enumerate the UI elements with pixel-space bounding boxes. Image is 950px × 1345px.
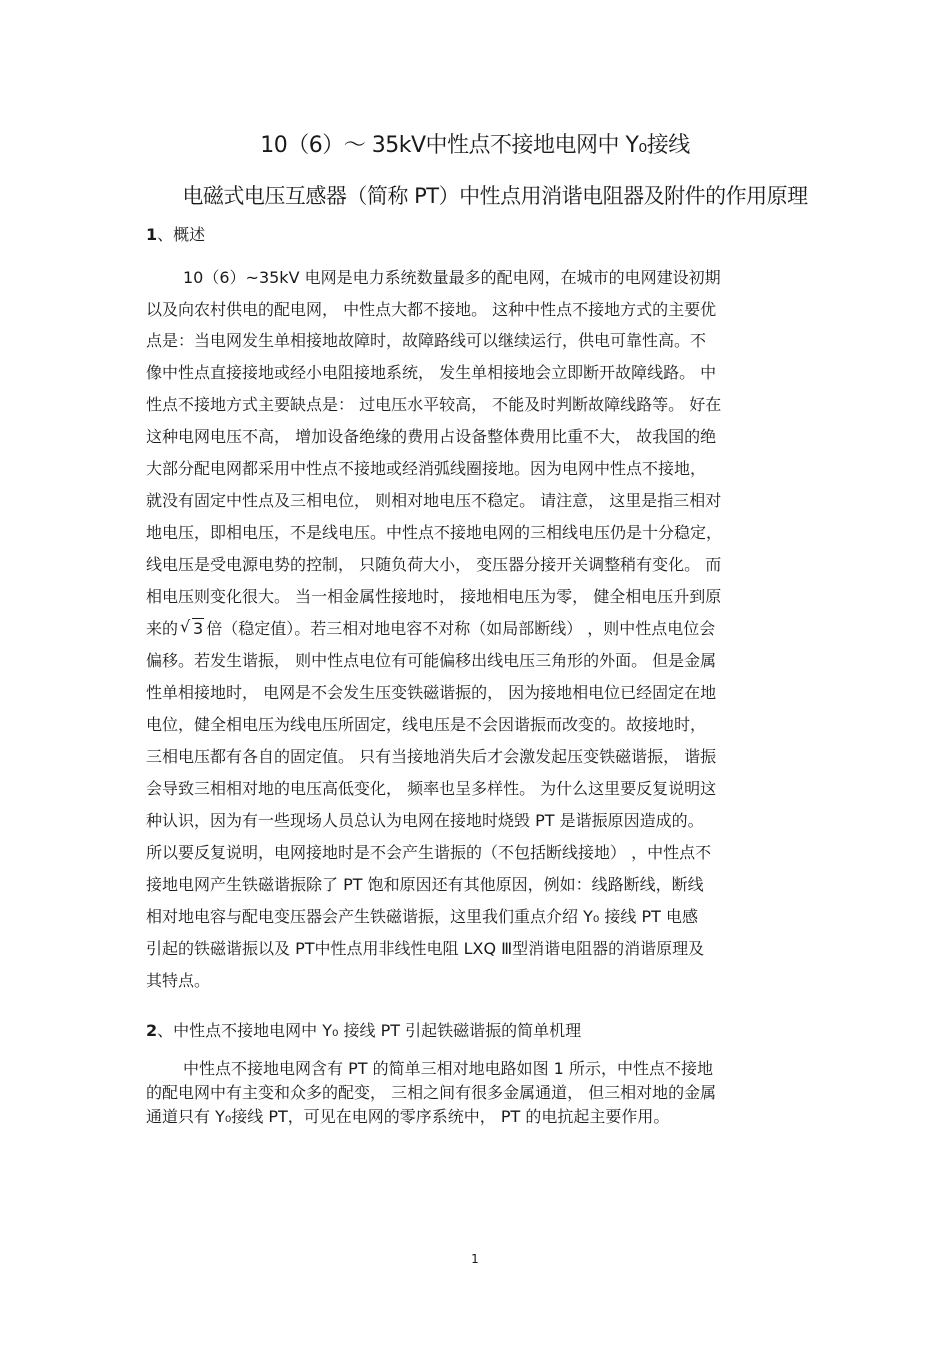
paragraph-line: 10（6）~35kV 电网是电力系统数量最多的配电网，在城市的电网建设初期 <box>183 268 721 287</box>
section2-heading <box>146 1018 581 1041</box>
paragraph-line: 地电压，即相电压，不是线电压。中性点不接地电网的三相线电压仍是十分稳定， <box>146 523 723 542</box>
section2-heading-text: 、中性点不接地电网中 Y₀ 接线 PT 引起铁磁谐振的简单机理 <box>157 1021 582 1040</box>
section2-number: 2 <box>146 1021 158 1040</box>
paragraph-line: 电位，健全相电压为线电压所固定，线电压是不会因谐振而改变的。故接地时， <box>146 715 707 734</box>
section1-heading <box>146 222 205 245</box>
paragraph-line: 以及向农村供电的配电网， 中性点大都不接地。 这种中性点不接地方式的主要优 <box>146 300 717 319</box>
paragraph-line: 这种电网电压不高， 增加设备绝缘的费用占设备整体费用比重不大， 故我国的绝 <box>146 427 717 446</box>
sqrt-line-suffix: 倍（稳定值）。若三相对地电容不对称（如局部断线） ，则中性点电位会 <box>206 619 716 638</box>
document-title-line1: 10（6）～ 35kV中性点不接地电网中 Y₀接线 <box>260 133 690 158</box>
paragraph-line: 接地电网产生铁磁谐振除了 PT 饱和原因还有其他原因，例如：线路断线，断线 <box>146 875 704 894</box>
sqrt-value: 3 <box>193 619 204 638</box>
paragraph-line: 的配电网中有主变和众多的配变， 三相之间有很多金属通道， 但三相对地的金属 <box>146 1083 717 1102</box>
paragraph-line: 引起的铁磁谐振以及 PT中性点用非线性电阻 LXQ Ⅲ型消谐电阻器的消谐原理及 <box>146 939 705 958</box>
paragraph-line-with-sqrt <box>146 616 715 639</box>
paragraph-line: 三相电压都有各自的固定值。 只有当接地消失后才会激发起压变铁磁谐振， 谐振 <box>146 747 717 766</box>
document-title-line2: 电磁式电压互感器（简称 PT）中性点用消谐电阻器及附件的作用原理 <box>182 184 808 208</box>
square-root-symbol <box>180 619 204 638</box>
paragraph-line: 会导致三相相对地的电压高低变化， 频率也呈多样性。 为什么这里要反复说明这 <box>146 779 717 798</box>
paragraph-line: 种认识，因为有一些现场人员总认为电网在接地时烧毁 PT 是谐振原因造成的。 <box>146 811 704 830</box>
paragraph-line: 就没有固定中性点及三相电位， 则相对地电压不稳定。 请注意， 这里是指三相对 <box>146 491 722 510</box>
paragraph-line: 像中性点直接接地或经小电阻接地系统， 发生单相接地会立即断开故障线路。 中 <box>146 363 717 382</box>
paragraph-line: 所以要反复说明，电网接地时是不会产生谐振的（不包括断线接地） ，中性点不 <box>146 843 712 862</box>
paragraph-line: 性点不接地方式主要缺点是： 过电压水平较高， 不能及时判断故障线路等。 好在 <box>146 395 722 414</box>
paragraph-line: 相对地电容与配电变压器会产生铁磁谐振，这里我们重点介绍 Y₀ 接线 PT 电感 <box>146 907 698 926</box>
section1-heading-text: 、概述 <box>157 225 206 244</box>
paragraph-line: 性单相接地时， 电网是不会发生压变铁磁谐振的， 因为接地相电位已经固定在地 <box>146 683 717 702</box>
paragraph-line: 其特点。 <box>146 971 211 990</box>
page-number: 1 <box>471 1252 479 1266</box>
paragraph-line: 通道只有 Y₀接线 PT，可见在电网的零序系统中， PT 的电抗起主要作用。 <box>146 1107 670 1126</box>
paragraph-line: 相电压则变化很大。 当一相金属性接地时， 接地相电压为零， 健全相电压升到原 <box>146 587 722 606</box>
sqrt-line-prefix: 来的 <box>146 619 179 638</box>
paragraph-line: 大部分配电网都采用中性点不接地或经消弧线圈接地。因为电网中性点不接地， <box>146 459 707 478</box>
paragraph-line: 中性点不接地电网含有 PT 的简单三相对地电路如图 1 所示，中性点不接地 <box>183 1059 713 1078</box>
section1-number: 1 <box>146 225 158 244</box>
paragraph-line: 线电压是受电源电势的控制， 只随负荷大小， 变压器分接开关调整稍有变化。 而 <box>146 555 722 574</box>
paragraph-line: 偏移。若发生谐振， 则中性点电位有可能偏移出线电压三角形的外面。 但是金属 <box>146 651 717 670</box>
paragraph-line: 点是：当电网发生单相接地故障时，故障路线可以继续运行，供电可靠性高。不 <box>146 331 707 350</box>
